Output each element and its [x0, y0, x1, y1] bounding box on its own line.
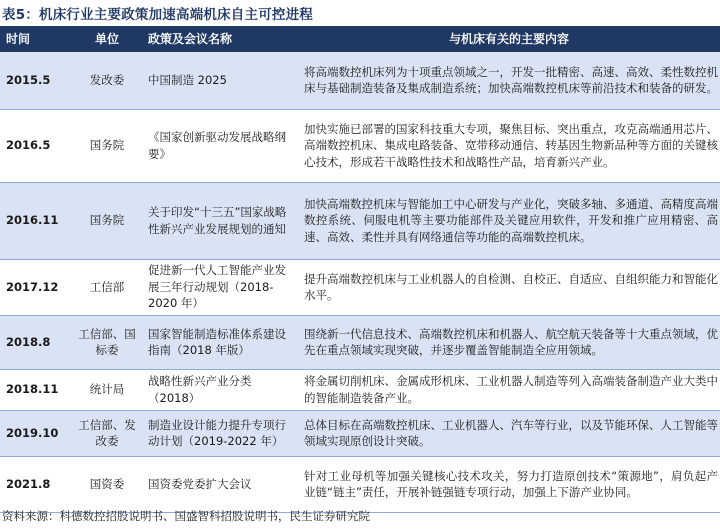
- cell-time: 2016.11: [0, 182, 78, 259]
- table-row: [0, 51, 720, 109]
- cell-unit: 工信部: [78, 259, 136, 315]
- policy-table: [0, 26, 720, 513]
- table-row: [0, 109, 720, 182]
- cell-time: 2018.11: [0, 369, 78, 410]
- cell-unit: 工信部、国标委: [78, 315, 136, 369]
- header-content: 与机床有关的主要内容: [298, 26, 720, 51]
- cell-content: 针对工业母机等加强关键核心技术攻关，努力打造原创技术“策源地”，肩负起产业链“链主”责任，开展补链强链专项行动，加强上下游产业协同。: [298, 456, 720, 512]
- cell-content: 提升高端数控机床与工业机器人的自检测、自校正、自适应、自组织能力和智能化水平。: [298, 259, 720, 315]
- cell-content: 加快高端数控机床与智能加工中心研发与产业化，突破多轴、多通道、高精度高端数控系统、伺服电机等主要功能部件及关键应用软件，开发和推广应用精密、高速、高效、柔性并具有网络通信等功能的高端数控机床。: [298, 182, 720, 259]
- table-row: [0, 410, 720, 456]
- cell-policy: 促进新一代人工智能产业发展三年行动规划（2018-2020 年）: [136, 259, 298, 315]
- header-time: 时间: [0, 26, 78, 51]
- page-title: 表5：机床行业主要政策加速高端机床自主可控进程: [2, 7, 313, 23]
- cell-time: 2019.10: [0, 410, 78, 456]
- table-row: [0, 369, 720, 410]
- table-row: [0, 182, 720, 259]
- cell-time: 2017.12: [0, 259, 78, 315]
- cell-unit: 国务院: [78, 182, 136, 259]
- policy-table-container: [0, 26, 720, 513]
- cell-policy: 关于印发“十三五”国家战略性新兴产业发展规划的通知: [136, 182, 298, 259]
- table-row: [0, 456, 720, 512]
- cell-content: 围绕新一代信息技术、高端数控机床和机器人、航空航天装备等十大重点领域，优先在重点领域实现突破，并逐步覆盖智能制造全应用领域。: [298, 315, 720, 369]
- table-row: [0, 315, 720, 369]
- cell-unit: 统计局: [78, 369, 136, 410]
- header-policy: 政策及会议名称: [136, 26, 298, 51]
- cell-unit: 工信部、发改委: [78, 410, 136, 456]
- cell-policy: 国资委党委扩大会议: [136, 456, 298, 512]
- cell-time: 2016.5: [0, 109, 78, 182]
- cell-policy: 《国家创新驱动发展战略纲要》: [136, 109, 298, 182]
- cell-policy: 国家智能制造标准体系建设指南（2018 年版）: [136, 315, 298, 369]
- cell-content: 将高端数控机床列为十项重点领域之一，开发一批精密、高速、高效、柔性数控机床与基础制造装备及集成制造系统；加快高端数控机床等前沿技术和装备的研发。: [298, 51, 720, 109]
- cell-policy: 中国制造 2025: [136, 51, 298, 109]
- cell-unit: 国资委: [78, 456, 136, 512]
- cell-time: 2018.8: [0, 315, 78, 369]
- cell-time: 2015.5: [0, 51, 78, 109]
- table-header-row: [0, 26, 720, 51]
- cell-time: 2021.8: [0, 456, 78, 512]
- cell-content: 加快实施已部署的国家科技重大专项，聚焦目标、突出重点，攻克高端通用芯片、高端数控机床、集成电路装备、宽带移动通信、转基因生物新品种等方面的关键核心技术，形成若干战略性技术和战略性产品，培育新兴产业。: [298, 109, 720, 182]
- cell-content: 将金属切削机床、金属成形机床、工业机器人制造等列入高端装备制造产业大类中的智能制造装备产业。: [298, 369, 720, 410]
- cell-unit: 发改委: [78, 51, 136, 109]
- cell-policy: 制造业设计能力提升专项行动计划（2019-2022 年）: [136, 410, 298, 456]
- cell-content: 总体目标在高端数控机床、工业机器人、汽车等行业，以及节能环保、人工智能等领域实现原创设计突破。: [298, 410, 720, 456]
- source-note: 资料来源：科德数控招股说明书、国盛智科招股说明书，民生证券研究院: [2, 509, 370, 523]
- table-row: [0, 259, 720, 315]
- header-unit: 单位: [78, 26, 136, 51]
- cell-unit: 国务院: [78, 109, 136, 182]
- cell-policy: 战略性新兴产业分类（2018）: [136, 369, 298, 410]
